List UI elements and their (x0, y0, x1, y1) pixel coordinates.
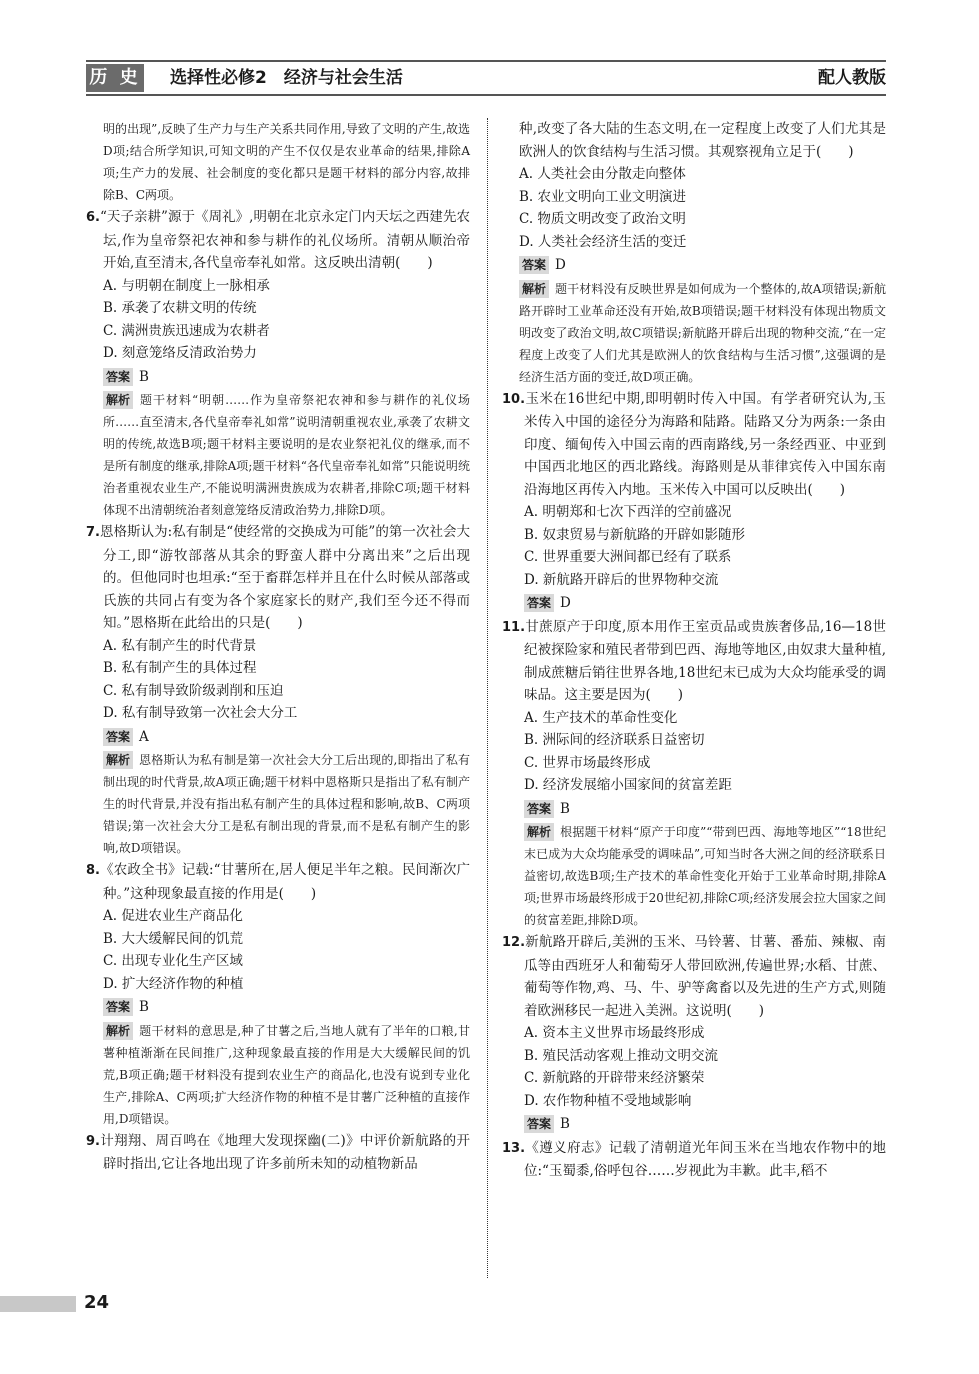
right-column (502, 118, 886, 1183)
continued-stem: 种,改变了各大陆的生态文明,在一定程度上改变了人们尤其是欧洲人的饮食结构与生活习惯。其观察视角立足于( ) (519, 121, 886, 160)
edition-label: 配人教版 (818, 68, 886, 88)
question-stem: 恩格斯认为:私有制是“使经常的交换成为可能”的第一次社会大分工,即“游牧部落从其余的野蛮人群中分离出来”之后出现的。但他同时也坦承:“至于畜群怎样并且在什么时候从部落或氏族的共同占有变为各个家庭家长的财产,我们至今还不得而知。”恩格斯在此给出的只是( ) (99, 524, 470, 631)
answer-line (524, 798, 886, 821)
explanation (103, 389, 470, 521)
explanation (519, 278, 886, 388)
option-b: B. 殖民活动客观上推动文明交流 (524, 1047, 719, 1064)
option-d: D. 农作物种植不受地域影响 (524, 1092, 692, 1109)
left-column (86, 118, 470, 1176)
option-b: B. 私有制产生的具体过程 (103, 660, 257, 676)
explanation-text: 题干材料“明朝……作为皇帝祭祀农神和参与耕作的礼仪场所……直至清末,各代皇帝奉礼如常”说明清朝重视农业,承袭了农耕文明的传统,故选B项;题干材料主要说明的是农业祭祀礼仪的继承,而不是所有制度的继承,排除A项;题干材料“各代皇帝奉礼如常”只能说明统治者重视农业生产,不能说明满洲贵族成为农耕者,排除C项;题干材料体现不出清朝统治者刻意笼络反清政治势力,排除D项。 (103, 393, 470, 517)
answer-value: B (139, 999, 149, 1015)
explanation-text: 题干材料没有反映世界是如何成为一个整体的,故A项错误;新航路开辟时工业革命还没有开始,故B项错误;题干材料没有体现出物质文明改变了政治文明,故C项错误;新航路开辟后出现的物种交流,“在一定程度上改变了人们尤其是欧洲人的饮食结构与生活习惯”,这强调的是经济生活方面的变迁,故D项正确。 (519, 281, 886, 384)
explanation-tag: 解析 (103, 1022, 133, 1040)
option-a: A. 促进农业生产商品化 (103, 908, 243, 924)
explanation-tag: 解析 (103, 751, 133, 769)
option-b: B. 奴隶贸易与新航路的开辟如影随形 (524, 526, 746, 543)
answer-value: B (560, 1116, 570, 1132)
option-a: A. 人类社会由分散走向整体 (519, 166, 686, 182)
answer-tag: 答案 (524, 800, 554, 818)
explanation (524, 821, 886, 931)
question-number: 8. (86, 863, 100, 878)
page-number: 24 (84, 1292, 110, 1313)
answer-line (103, 366, 470, 389)
question-9 (86, 1130, 470, 1176)
question-number: 9. (86, 1133, 100, 1149)
answer-value: B (560, 800, 570, 817)
question-11 (502, 616, 886, 932)
question-stem: 新航路开辟后,美洲的玉米、马铃薯、甘薯、番茄、辣椒、南瓜等由西班牙人和葡萄牙人带回欧洲,传遍世界;水稻、甘蔗、葡萄等作物,鸡、马、牛、驴等禽畜以及先进的生产方式,则随着欧洲移民一起进入美洲。这说明( ) (524, 934, 886, 1019)
option-a: A. 与明朝在制度上一脉相承 (103, 277, 270, 294)
option-c: C. 出现专业化生产区域 (103, 953, 243, 969)
column-divider (487, 118, 488, 1278)
question-8 (86, 859, 470, 1130)
question-number: 6. (86, 210, 100, 225)
question-10 (502, 388, 886, 615)
option-a: A. 生产技术的革命性变化 (524, 709, 678, 726)
answer-line (519, 254, 886, 277)
continued-explanation: 明的出现”,反映了生产力与生产关系共同作用,导致了文明的产生,故选D项;结合所学知识,可知文明的产生不仅仅是农业革命的结果,排除A项;生产力的发展、社会制度的变化都只是题干材料的部分内容,故排除B、C两项。 (103, 122, 470, 202)
answer-value: A (139, 728, 149, 745)
answer-tag: 答案 (103, 368, 133, 386)
question-stem: 《农政全书》记载:“甘薯所在,居人便足半年之粮。民间渐次广种。”这种现象最直接的作用是( ) (99, 862, 470, 902)
question-stem: “天子亲耕”源于《周礼》,明朝在北京永定门内天坛之西建先农坛,作为皇帝祭祀农神和参与耕作的礼仪场所。清朝从顺治帝开始,直至清末,各代皇帝奉礼如常。这反映出清朝( ) (99, 209, 470, 271)
answer-tag: 答案 (524, 1115, 554, 1133)
answer-line (103, 996, 470, 1019)
option-c: C. 世界重要大洲间都已经有了联系 (524, 549, 732, 565)
explanation-tag: 解析 (103, 391, 133, 409)
option-b: B. 洲际间的经济联系日益密切 (524, 732, 705, 748)
question-number: 13. (502, 1140, 526, 1156)
question-12 (502, 931, 886, 1136)
question-number: 12. (502, 935, 526, 950)
option-c: C. 世界市场最终形成 (524, 754, 651, 771)
footer-bar (0, 1296, 76, 1312)
explanation-text: 恩格斯认为私有制是第一次社会大分工后出现的,即指出了私有制出现的时代背景,故A项正确;题干材料中恩格斯只是指出了私有制产生的时代背景,并没有指出私有制产生的具体过程和影响,故B、C两项错误;第一次社会大分工是私有制出现的背景,而不是私有制产生的影响,故D项错误。 (103, 753, 470, 855)
option-c: C. 私有制导致阶级剥削和压迫 (103, 682, 284, 699)
option-c: C. 满洲贵族迅速成为农耕者 (103, 322, 270, 339)
question-stem: 玉米在16世纪中期,即明朝时传入中国。有学者研究认为,玉米传入中国的途径分为海路和陆路。陆路又分为两条:一条由印度、缅甸传入中国云南的西南路线,另一条经西亚、中亚到中国西北地区的西北路线。海路则是从菲律宾传入中国东南沿海地区再传入内地。玉米传入中国可以反映出( ) (524, 390, 886, 498)
page-header (86, 60, 886, 96)
option-d: D. 刻意笼络反清政治势力 (103, 345, 257, 361)
question-13 (502, 1137, 886, 1183)
option-d: D. 经济发展缩小国家间的贫富差距 (524, 777, 732, 793)
question-7 (86, 521, 470, 859)
explanation-text: 根据题干材料“原产于印度”“带到巴西、海地等地区”“18世纪末已成为大众均能承受的调味品”,可知当时各大洲之间的经济联系日益密切,故选B项;生产技术的革命性变化开始于工业革命时期,排除A项;世界市场最终形成于20世纪初,排除C项;经济发展会拉大国家之间的贫富差距,排除D项。 (524, 825, 886, 927)
book-title: 选择性必修2 经济与社会生活 (170, 68, 403, 88)
option-a: A. 资本主义世界市场最终形成 (524, 1025, 705, 1041)
question-number: 10. (502, 391, 526, 407)
option-b: B. 农业文明向工业文明演进 (519, 188, 687, 205)
option-c: C. 物质文明改变了政治文明 (519, 211, 686, 227)
question-stem: 计翔翔、周百鸣在《地理大发现探幽(二)》中评价新航路的开辟时指出,它让各地出现了许多前所未知的动植物新品 (99, 1132, 470, 1172)
question-stem: 甘蔗原产于印度,原本用作王室贡品或贵族奢侈品,16—18世纪被探险家和殖民者带到巴西、海地等地区,由奴隶大量种植,制成蔗糖后销往世界各地,18世纪末已成为大众均能承受的调味品。这主要是因为( ) (524, 618, 886, 703)
answer-value: D (560, 595, 571, 611)
question-6 (86, 206, 470, 521)
question-number: 11. (502, 619, 526, 635)
answer-tag: 答案 (103, 998, 133, 1016)
answer-tag: 答案 (524, 594, 554, 612)
option-c: C. 新航路的开辟带来经济繁荣 (524, 1070, 705, 1086)
answer-line (524, 1113, 886, 1136)
option-b: B. 大大缓解民间的饥荒 (103, 930, 244, 947)
answer-value: D (555, 257, 566, 273)
explanation-tag: 解析 (519, 280, 549, 298)
answer-value: B (139, 368, 149, 385)
option-a: A. 明朝郑和七次下西洋的空前盛况 (524, 504, 732, 520)
option-d: D. 人类社会经济生活的变迁 (519, 233, 687, 250)
question-stem: 《遵义府志》记载了清朝道光年间玉米在当地农作物中的地位:“玉蜀黍,俗呼包谷……岁视此为丰歉。此丰,稻不 (524, 1139, 886, 1179)
option-a: A. 私有制产生的时代背景 (103, 637, 257, 654)
answer-line (103, 726, 470, 749)
explanation (103, 749, 470, 859)
explanation-text: 题干材料的意思是,种了甘薯之后,当地人就有了半年的口粮,甘薯种植渐渐在民间推广,这种现象最直接的作用是大大缓解民间的饥荒,B项正确;题干材料没有提到农业生产的商品化,也没有说到专业化生产,排除A、C两项;扩大经济作物的种植不是甘薯广泛种植的直接作用,D项错误。 (103, 1023, 470, 1126)
subject-badge: 历 史 (86, 64, 144, 92)
explanation-tag: 解析 (524, 823, 554, 841)
option-d: D. 新航路开辟后的世界物种交流 (524, 571, 719, 588)
question-number: 7. (86, 525, 100, 540)
answer-tag: 答案 (519, 256, 549, 274)
option-b: B. 承袭了农耕文明的传统 (103, 300, 257, 316)
option-d: D. 私有制导致第一次社会大分工 (103, 705, 298, 721)
option-d: D. 扩大经济作物的种植 (103, 975, 244, 992)
answer-line (524, 592, 886, 615)
answer-tag: 答案 (103, 728, 133, 746)
explanation (103, 1020, 470, 1130)
